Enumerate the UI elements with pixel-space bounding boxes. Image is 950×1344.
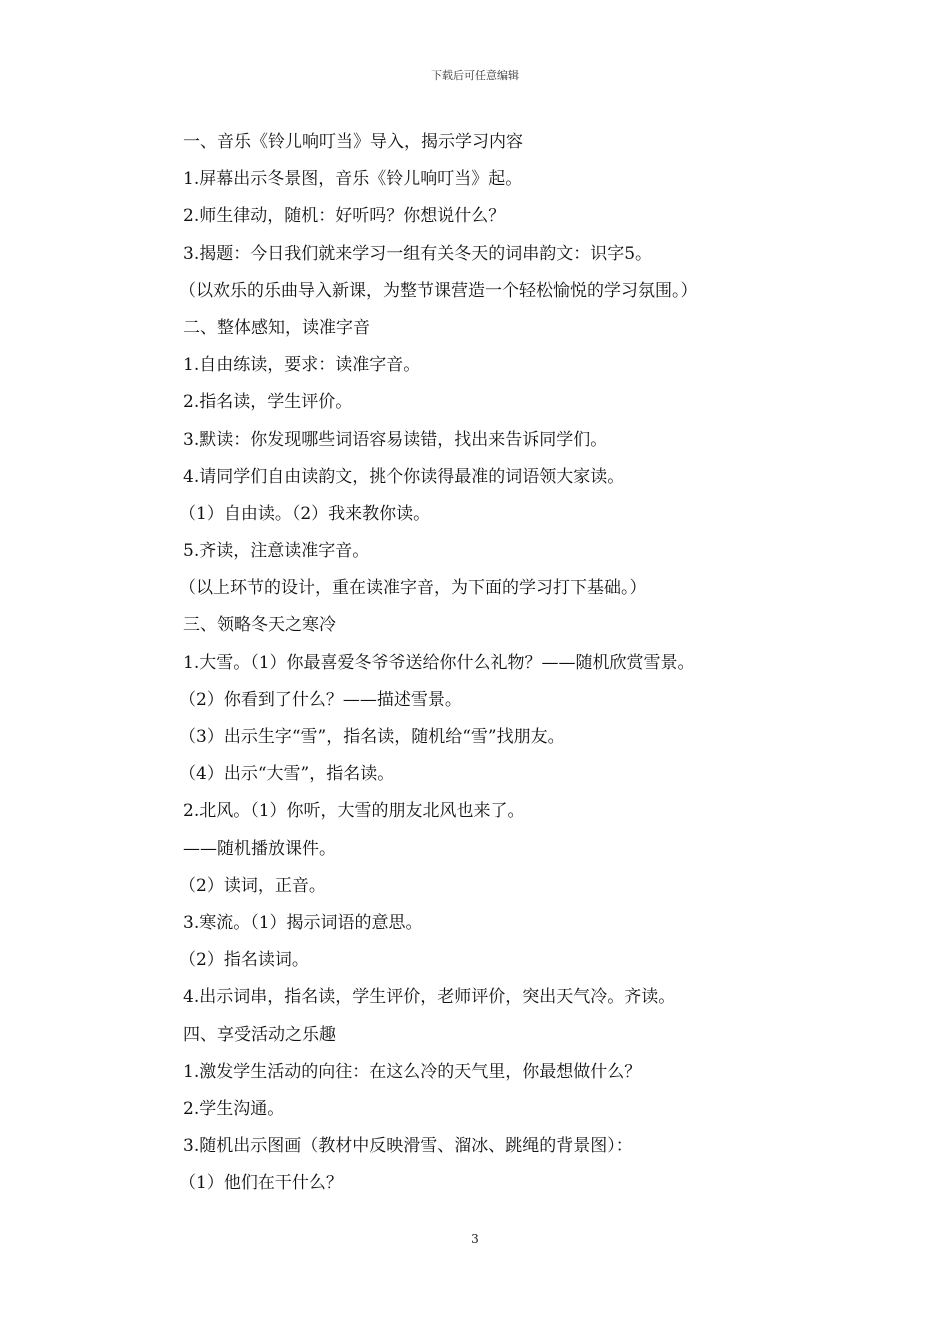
- page-header: 下载后可任意编辑: [431, 69, 519, 82]
- design-note: （以欢乐的乐曲导入新课，为整节课营造一个轻松愉悦的学习氛围。）: [179, 280, 698, 301]
- paragraph-line: 2.北风。（1）你听，大雪的朋友北风也来了。: [183, 801, 525, 822]
- paragraph-line: 4.请同学们自由读韵文，挑个你读得最准的词语领大家读。: [183, 466, 625, 487]
- design-note: （以上环节的设计，重在读准字音，为下面的学习打下基础。）: [179, 578, 647, 599]
- paragraph-line: 1.屏幕出示冬景图，音乐《铃儿响叮当》起。: [183, 169, 523, 190]
- paragraph-line: 4.出示词串，指名读，学生评价，老师评价，突出天气冷。齐读。: [183, 987, 676, 1008]
- paragraph-line: （3）出示生字“雪”，指名读，随机给“雪”找朋友。: [179, 727, 565, 747]
- page-number: 3: [471, 1232, 479, 1246]
- section-heading-1: 一、音乐《铃儿响叮当》导入，揭示学习内容: [183, 132, 523, 152]
- paragraph-line: （2）你看到了什么？——描述雪景。: [179, 689, 462, 710]
- paragraph-line: （1）自由读。（2）我来教你读。: [179, 503, 431, 524]
- paragraph-line: 2.师生律动，随机：好听吗？你想说什么？: [183, 206, 506, 227]
- paragraph-line: 3.随机出示图画（教材中反映滑雪、溜冰、跳绳的背景图）：: [183, 1136, 633, 1157]
- paragraph-line: 3.默读：你发现哪些词语容易读错，找出来告诉同学们。: [183, 429, 608, 450]
- paragraph-line: ——随机播放课件。: [183, 838, 336, 859]
- document-body: [179, 124, 803, 1202]
- paragraph-line: （4）出示“大雪”，指名读。: [179, 764, 395, 785]
- paragraph-line: 5.齐读，注意读准字音。: [183, 541, 370, 562]
- paragraph-line: （2）读词，正音。: [179, 875, 326, 896]
- paragraph-line: （2）指名读词。: [179, 950, 309, 971]
- section-heading-3: 三、领略冬天之寒冷: [183, 615, 336, 636]
- paragraph-line: 3.揭题：今日我们就来学习一组有关冬天的词串韵文：识字5。: [183, 243, 653, 264]
- paragraph-line: 2.指名读，学生评价。: [183, 392, 353, 413]
- paragraph-line: 1.激发学生活动的向往：在这么冷的天气里，你最想做什么？: [183, 1061, 642, 1082]
- paragraph-line: 1.大雪。（1）你最喜爱冬爷爷送给你什么礼物？——随机欣赏雪景。: [183, 652, 695, 673]
- paragraph-line: 2.学生沟通。: [183, 1098, 285, 1119]
- paragraph-line: 3.寒流。（1）揭示词语的意思。: [183, 912, 423, 933]
- section-heading-2: 二、整体感知，读准字音: [183, 317, 370, 338]
- paragraph-line: 1.自由练读，要求：读准字音。: [183, 355, 421, 376]
- section-heading-4: 四、享受活动之乐趣: [183, 1024, 336, 1045]
- paragraph-line: （1）他们在干什么？: [179, 1173, 343, 1194]
